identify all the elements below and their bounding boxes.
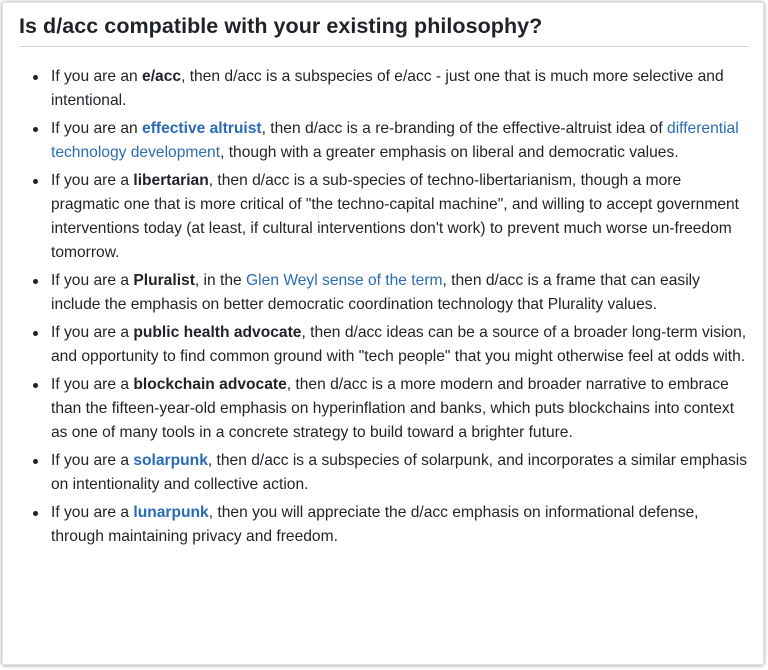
item-text: , though with a greater emphasis on liberal and democratic values. xyxy=(220,144,679,161)
link-lunarpunk[interactable]: lunarpunk xyxy=(133,504,209,521)
content-card xyxy=(2,2,764,665)
item-text: If you are a xyxy=(51,272,134,289)
philosophy-list xyxy=(51,65,751,553)
list-item-eacc xyxy=(51,65,751,113)
item-text: If you are a xyxy=(51,504,134,521)
item-text: If you are an xyxy=(51,120,143,137)
bullet-dot xyxy=(33,127,38,132)
item-text: , then d/acc is a more modern and broader narrative to embrace than the fifteen-year-old emphasis on hyperinflation and banks, which puts blockchains into context as one of many tools in a concrete strategy to build toward a brighter future. xyxy=(51,376,735,441)
link-differential-technology-development[interactable]: differential technology development xyxy=(51,120,739,161)
list-item-solarpunk xyxy=(51,449,751,497)
bullet-dot xyxy=(33,179,38,184)
item-text: , then d/acc is a subspecies of solarpunk, and incorporates a similar emphasis on intentionality and collective action. xyxy=(51,452,748,493)
bullet-dot xyxy=(33,383,38,388)
item-text: If you are a xyxy=(51,376,134,393)
link-solarpunk[interactable]: solarpunk xyxy=(133,452,208,469)
item-text: , in the xyxy=(194,272,247,289)
bullet-dot xyxy=(33,75,38,80)
item-text: , then d/acc ideas can be a source of a broader long-term vision, and opportunity to find common ground with "tech people" that you might otherwise feel at odds with. xyxy=(51,324,747,365)
list-item-libertarian xyxy=(51,169,751,265)
term-eacc: e/acc xyxy=(142,68,182,85)
item-text: , then d/acc is a re-branding of the effective-altruist idea of xyxy=(261,120,668,137)
heading-divider xyxy=(19,46,749,47)
bullet-dot xyxy=(33,459,38,464)
list-item-effective-altruist xyxy=(51,117,751,165)
item-text: , then d/acc is a subspecies of e/acc - just one that is much more selective and intentional. xyxy=(51,68,724,109)
item-text: , then d/acc is a sub-species of techno-libertarianism, though a more pragmatic one that is more critical of "the techno-capital machine", and willing to accept government interventions today (at least, if cultural interventions don't work) to prevent much worse un-freedom tomorrow. xyxy=(51,172,740,261)
section-heading: Is d/acc compatible with your existing philosophy? xyxy=(19,14,543,38)
item-text: , then you will appreciate the d/acc emphasis on informational defense, through maintaining privacy and freedom. xyxy=(51,504,699,545)
link-glen-weyl-sense[interactable]: Glen Weyl sense of the term xyxy=(246,272,443,289)
item-text: , then d/acc is a frame that can easily include the emphasis on better democratic coordination technology that Plurality values. xyxy=(51,272,700,313)
item-text: If you are a xyxy=(51,172,134,189)
term-public-health-advocate: public health advocate xyxy=(133,324,302,341)
list-item-public-health-advocate xyxy=(51,321,751,369)
item-text: If you are an xyxy=(51,68,143,85)
list-item-pluralist xyxy=(51,269,751,317)
bullet-dot xyxy=(33,511,38,516)
bullet-dot xyxy=(33,279,38,284)
term-pluralist: Pluralist xyxy=(133,272,195,289)
item-text: If you are a xyxy=(51,324,134,341)
link-effective-altruist[interactable]: effective altruist xyxy=(142,120,262,137)
bullet-dot xyxy=(33,331,38,336)
term-libertarian: libertarian xyxy=(133,172,209,189)
list-item-blockchain-advocate xyxy=(51,373,751,445)
list-item-lunarpunk xyxy=(51,501,751,549)
term-blockchain-advocate: blockchain advocate xyxy=(133,376,287,393)
item-text: If you are a xyxy=(51,452,134,469)
